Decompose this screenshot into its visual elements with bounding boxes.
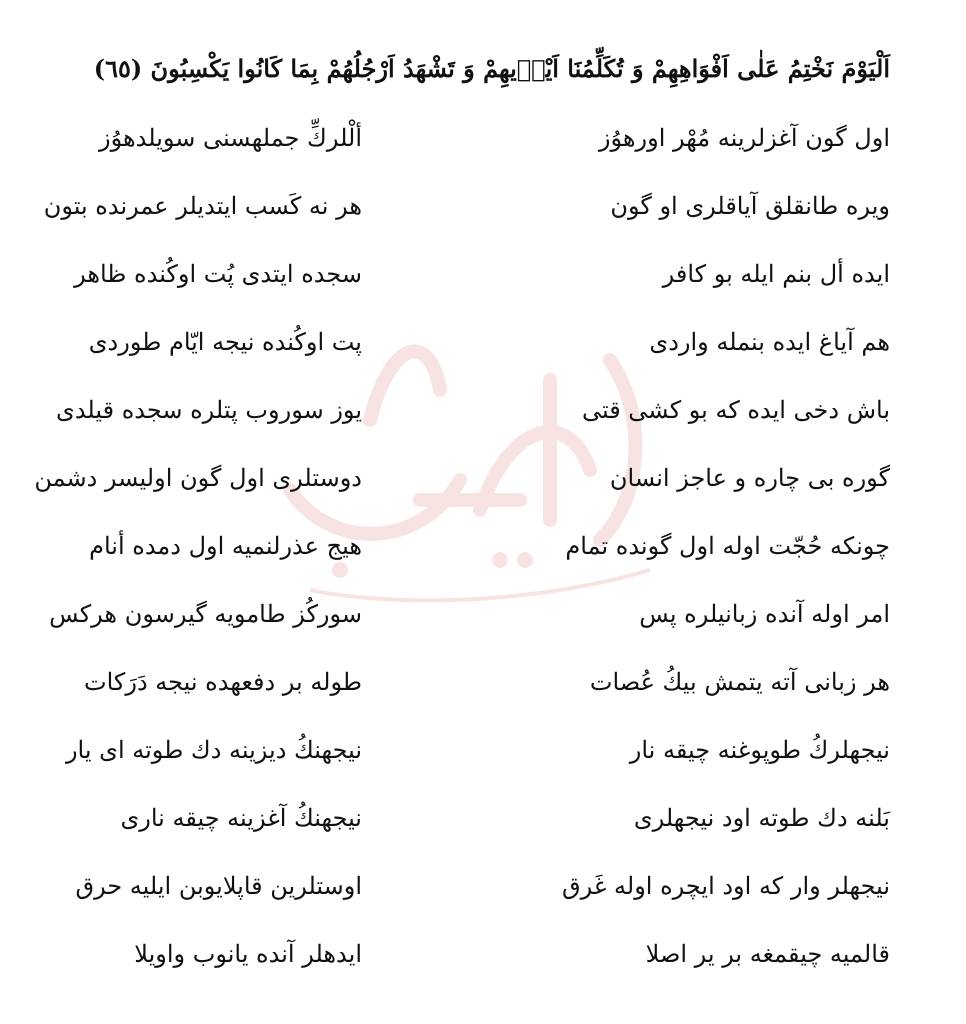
couplet (0, 244, 966, 312)
poem-couplets (0, 108, 966, 988)
couplet (0, 312, 966, 380)
couplet (0, 856, 966, 924)
second-hemistich: سجده ايتدى پُت اوكُنده ظاهر (74, 260, 362, 288)
couplet (0, 448, 966, 516)
couplet (0, 176, 966, 244)
couplet (0, 788, 966, 856)
couplet (0, 584, 966, 652)
second-hemistich: هر نه كَسب ايتديلر عمرنده بتون (43, 192, 362, 220)
first-hemistich: امر اوله آنده زبانيلره پس (639, 600, 890, 628)
second-hemistich: يوز سوروب پتلره سجده قيلدى (56, 396, 362, 424)
couplet (0, 516, 966, 584)
second-hemistich: طوله بر دفعهده نيجه دَرَكات (84, 668, 362, 696)
first-hemistich: چونكه حُجّت اوله اول گونده تمام (565, 532, 890, 560)
second-hemistich: نيجهنكُ آغزينه چيقه نارى (120, 804, 362, 832)
second-hemistich: دوستلرى اول گون اوليسر دشمن (34, 464, 362, 492)
second-hemistich: پت اوكُنده نيجه ايّام طوردى (88, 328, 362, 356)
couplet (0, 380, 966, 448)
first-hemistich: هر زبانى آته يتمش بيكُ عُصات (589, 668, 890, 696)
first-hemistich: قالميه چيقمغه بر ير اصلا (645, 940, 890, 968)
first-hemistich: باش دخى ايده كه بو كشى قتى (581, 396, 890, 424)
couplet (0, 108, 966, 176)
first-hemistich: ايده أل بنم ايله بو كافر (662, 260, 890, 288)
first-hemistich: گوره بى چاره و عاجز انسان (609, 464, 890, 492)
couplet (0, 720, 966, 788)
first-hemistich: نيجهلر وار كه اود ايچره اوله غَرق (561, 872, 890, 900)
second-hemistich: سوركُز طامويه گيرسون هركس (49, 600, 362, 628)
quran-verse: اَلْيَوْمَ نَخْتِمُ عَلٰى اَفْوَاهِهِمْ وَ تُكَلِّمُنَا اَيْدٖيهِمْ وَ تَشْهَدُ اَرْجُلُهُمْ بِمَا كَانُوا يَكْسِبُونَ (٦٥) (93, 54, 890, 83)
first-hemistich: نيجهلركُ طوپوغنه چيقه نار (629, 736, 890, 764)
second-hemistich: هيج عذرلنميه اول دمده أنام (89, 532, 362, 560)
first-hemistich: ويره طانقلق آياقلرى او گون (610, 192, 890, 220)
second-hemistich: ايدهلر آنده يانوب واويلا (134, 940, 362, 968)
first-hemistich: اول گون آغزلرينه مُهْر اورهوُز (598, 124, 890, 152)
second-hemistich: ألْلركِّ جملهسنى سويلدهوُز (99, 124, 362, 152)
couplet (0, 652, 966, 720)
second-hemistich: نيجهنكُ ديزينه دك طوته اى يار (65, 736, 362, 764)
second-hemistich: اوستلرين قاپلايوبن ايليه حرق (75, 872, 362, 900)
couplet (0, 924, 966, 992)
first-hemistich: هم آياغ ايده بنمله واردى (649, 328, 890, 356)
first-hemistich: بَلنه دك طوته اود نيجهلرى (633, 804, 890, 832)
